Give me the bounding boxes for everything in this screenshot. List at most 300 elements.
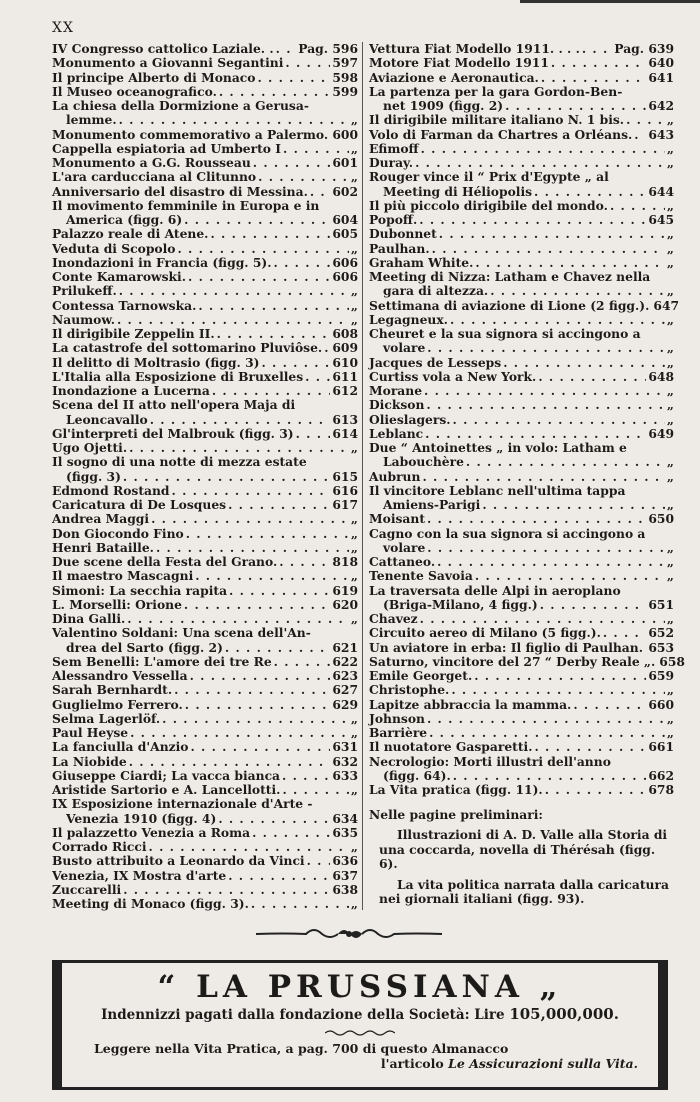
index-entry (52, 512, 358, 526)
dot-leader (276, 42, 297, 56)
index-entry (52, 142, 358, 156)
entry-title: L'ara carducciana al Clitunno (52, 169, 257, 185)
entry-title: Il maestro Mascagni (52, 568, 194, 584)
index-entry (369, 356, 674, 370)
entry-title: Ugo Ojetti. (52, 440, 128, 455)
index-entry (369, 712, 674, 726)
index-entry (52, 398, 358, 427)
entry-title: Il movimento femminile in Europa e in (52, 197, 320, 213)
entry-page: „ (666, 140, 674, 156)
entry-page: „ (350, 611, 358, 626)
index-entry (52, 569, 358, 583)
index-entry (52, 826, 358, 840)
dot-leader (425, 427, 646, 441)
index-entry (52, 498, 358, 512)
entry-page: „ (666, 354, 674, 370)
entry-page: 617 (332, 497, 358, 512)
index-entry (52, 71, 358, 85)
dot-leader (198, 299, 349, 313)
entry-title: Inondazioni in Francia (figg. 5). (52, 254, 272, 270)
entry-title: Emile Georget. (369, 668, 473, 683)
ad-subtitle (62, 1005, 658, 1023)
entry-page: „ (350, 782, 358, 797)
index-entry (52, 897, 358, 911)
entry-page: 623 (332, 668, 358, 683)
index-entry (369, 142, 674, 156)
dot-leader (274, 256, 331, 270)
entry-title: Moisant (369, 511, 425, 527)
entry-title: Il sogno di una notte di mezza estate (52, 454, 307, 470)
dot-leader (475, 569, 665, 583)
index-entry (52, 883, 358, 897)
entry-page: „ (666, 283, 674, 299)
entry-page: 645 (648, 212, 674, 227)
entry-title: net 1909 (figg. 2) (383, 98, 504, 113)
dot-leader (427, 341, 665, 355)
entry-title: Motore Fiat Modello 1911 (369, 55, 549, 71)
right-column-entries (369, 41, 685, 797)
entry-title: Monumento commemorativo a Palermo. (52, 126, 329, 142)
index-entry (369, 683, 674, 697)
entry-title: La Niobide (52, 753, 127, 769)
entry-title: Due scene della Festa del Grano. (52, 554, 278, 569)
entry-title: Barrière (369, 725, 428, 740)
dot-leader (162, 712, 349, 726)
entry-page: „ (666, 497, 674, 512)
index-columns (52, 41, 685, 911)
dot-leader (282, 783, 348, 797)
entry-page: 643 (648, 126, 674, 142)
preliminary-item: Illustrazioni di A. D. Valle alla Storia di una coccarda, novella di Thérésah (figg. 6). (379, 827, 668, 872)
entry-title: Legagneux. (369, 311, 448, 327)
index-entry (52, 712, 358, 726)
entry-page: 601 (332, 155, 358, 170)
dot-leader (427, 712, 665, 726)
entry-page: 615 (332, 468, 358, 484)
dot-leader (610, 199, 665, 213)
entry-page: „ (666, 411, 674, 427)
entry-title: Monumento a Giovanni Segantini (52, 55, 284, 71)
entry-title: Paul Heyse (52, 725, 129, 740)
dot-leader (439, 227, 665, 241)
dot-leader (228, 498, 330, 512)
index-entry (52, 199, 358, 228)
entry-title: La chiesa della Dormizione a Gerusa- (52, 98, 309, 113)
dot-leader (540, 598, 647, 612)
dot-leader (251, 897, 349, 911)
dot-leader (172, 484, 331, 498)
dot-leader (117, 313, 349, 327)
index-entry (52, 726, 358, 740)
index-entry (52, 584, 358, 598)
dot-leader (603, 626, 646, 640)
entry-page: 622 (332, 653, 358, 669)
index-entry (52, 854, 358, 868)
index-entry (369, 227, 674, 241)
entry-title: Settimana di aviazione di Lione (2 figg.). (369, 297, 650, 313)
entry-page: „ (350, 283, 358, 299)
dot-leader (212, 384, 330, 398)
entry-title: Veduta di Scopolo (52, 240, 176, 256)
entry-title: Cheuret e la sua signora si accingono a (369, 326, 641, 341)
entry-title: La partenza per la gara Gordon-Ben- (369, 83, 623, 99)
dot-leader (129, 755, 331, 769)
entry-page: 621 (332, 639, 358, 655)
dot-leader (123, 883, 330, 897)
dot-leader (541, 71, 647, 85)
entry-title: Sarah Bernhardt. (52, 682, 173, 698)
index-entry (52, 356, 358, 370)
index-entry (52, 840, 358, 854)
index-entry (52, 42, 358, 56)
entry-title: Il vincitore Leblanc nell'ultima tappa (369, 482, 626, 498)
entry-title: Sem Benelli: L'amore dei tre Re (52, 653, 272, 669)
entry-page: 647 (653, 297, 680, 313)
entry-page: „ (666, 311, 674, 327)
entry-page: „ (666, 240, 674, 256)
entry-page: „ (350, 112, 358, 128)
index-entry (52, 755, 358, 769)
index-entry (369, 740, 674, 754)
dot-leader (123, 470, 330, 484)
index-entry (52, 370, 358, 384)
entry-title: Efimoff (369, 140, 419, 156)
dot-leader (178, 242, 349, 256)
entry-title: Il dirigibile militare italiano N. 1 bis. (369, 112, 625, 128)
ad-line-1: Leggere nella Vita Pratica, a pag. 700 di questo Almanacco (94, 1041, 509, 1056)
entry-page: „ (350, 896, 358, 911)
entry-title: Un aviatore in erba: Il figlio di Paulhan. (369, 639, 643, 655)
dot-leader (261, 356, 330, 370)
index-entry (52, 740, 358, 754)
index-entry (369, 441, 674, 470)
ad-title: “ LA PRUSSIANA „ (157, 969, 563, 1005)
index-entry (369, 413, 674, 427)
entry-page: 620 (332, 596, 358, 612)
entry-page: 642 (648, 98, 674, 113)
entry-title: Due “ Antoinettes „ in volo: Latham e (369, 440, 627, 455)
entry-title: Necrologio: Morti illustri dell'anno (369, 753, 611, 769)
entry-title: Giuseppe Ciardi; La vacca bianca (52, 767, 281, 783)
index-entry (369, 242, 674, 256)
dot-leader (424, 384, 665, 398)
entry-title: IV Congresso cattolico Laziale. . (52, 41, 274, 56)
dot-leader (119, 284, 349, 298)
entry-title: Caricatura di De Losques (52, 497, 227, 512)
index-entry (369, 641, 674, 655)
dot-leader (490, 284, 665, 298)
dot-leader (186, 527, 349, 541)
entry-title: Circuito aereo di Milano (5 figg.). (369, 625, 601, 641)
dot-leader (474, 669, 646, 683)
entry-page: „ (666, 226, 674, 242)
entry-title: Leblanc (369, 425, 424, 441)
entry-title: L'Italia alla Esposizione di Bruxelles (52, 368, 304, 384)
index-entry (369, 270, 674, 299)
index-entry (52, 313, 358, 327)
entry-page: „ (350, 140, 358, 156)
entry-title: Contessa Tarnowska. (52, 297, 197, 313)
index-entry (369, 612, 674, 626)
entry-page: Pag. 596 (298, 41, 358, 56)
entry-title: Corrado Ricci (52, 839, 147, 854)
entry-page: 678 (648, 782, 674, 797)
dot-leader (190, 669, 331, 683)
dot-leader (551, 56, 646, 70)
entry-page: „ (666, 383, 674, 398)
entry-page: 659 (648, 668, 674, 683)
entry-page: „ (666, 554, 674, 569)
entry-title: drea del Sarto (figg. 2) (66, 639, 223, 655)
entry-title: gara di altezza. (383, 283, 489, 299)
index-entry (52, 555, 358, 569)
entry-page: „ (666, 155, 674, 170)
index-entry (369, 569, 674, 583)
entry-page: 640 (648, 55, 674, 71)
entry-title: Meeting di Nizza: Latham e Chavez nella (369, 269, 651, 284)
entry-page: 627 (332, 682, 358, 698)
entry-title: Selma Lagerlöf. (52, 710, 161, 726)
dot-leader (225, 641, 330, 655)
entry-title: Volo di Farman da Chartres a Orléans. (369, 126, 633, 142)
entry-page: 636 (332, 853, 358, 869)
entry-title: Saturno, vincitore del 27 “ Derby Reale „. (369, 653, 656, 669)
dot-leader (283, 142, 349, 156)
entry-title: La Vita pratica (figg. 11). (369, 782, 543, 797)
index-entry (52, 698, 358, 712)
index-entry (52, 227, 358, 241)
entry-page: „ (350, 311, 358, 327)
index-entry (52, 612, 358, 626)
index-entry (52, 484, 358, 498)
entry-page: 632 (332, 753, 358, 769)
entry-title: Il nuotatore Gasparetti. (369, 739, 533, 755)
entry-title: Popoff. (369, 212, 418, 227)
index-entry (369, 42, 674, 56)
entry-page: 634 (332, 810, 358, 826)
index-entry (52, 669, 358, 683)
ad-subtitle-text: Indennizzi pagati dalla fondazione della Società: Lire (101, 1007, 505, 1023)
entry-page: 609 (332, 340, 358, 356)
entry-title: volare (383, 539, 426, 555)
entry-page: „ (666, 468, 674, 484)
entry-page: 652 (648, 625, 674, 641)
entry-page: 635 (332, 824, 358, 840)
index-entry (52, 626, 358, 655)
index-entry (369, 783, 674, 797)
entry-page: 650 (648, 511, 674, 527)
index-entry (369, 199, 674, 213)
dot-leader (426, 398, 665, 412)
entry-title: volare (383, 340, 426, 356)
dot-leader (427, 512, 646, 526)
dot-leader (421, 142, 665, 156)
ad-line-2 (62, 1056, 658, 1071)
index-entry (52, 341, 358, 355)
dot-leader (127, 612, 349, 626)
entry-title: Gl'interpreti del Malbrouk (figg. 3) (52, 425, 294, 441)
dot-leader (307, 854, 331, 868)
entry-title: Scena del II atto nell'opera Maja di (52, 397, 296, 413)
index-entry (52, 427, 358, 441)
dot-leader (419, 213, 646, 227)
index-entry (369, 297, 680, 313)
entry-page: „ (666, 682, 674, 698)
ornament-divider (254, 922, 444, 944)
dot-leader (453, 769, 647, 783)
dot-leader (184, 213, 330, 227)
dot-leader (505, 99, 646, 113)
entry-title: Cattaneo. (369, 554, 436, 569)
dot-leader (253, 156, 331, 170)
dot-leader (437, 555, 665, 569)
entry-title: Dickson (369, 397, 425, 413)
entry-page: 610 (332, 354, 358, 370)
index-entry (52, 683, 358, 697)
index-entry (369, 470, 674, 484)
entry-title: Vettura Fiat Modello 1911. . . . (369, 41, 580, 56)
entry-title: Edmond Rostand (52, 482, 170, 498)
index-entry (369, 113, 674, 127)
index-entry (52, 156, 358, 170)
entry-title: Graham White. (369, 254, 474, 270)
dot-leader (415, 156, 665, 170)
dot-leader (420, 612, 665, 626)
entry-page: 653 (648, 639, 674, 655)
entry-page: „ (350, 725, 358, 740)
index-entry (52, 327, 358, 341)
dot-leader (324, 341, 330, 355)
dot-leader (184, 598, 330, 612)
preliminary-heading: Nelle pagine preliminari: (369, 807, 543, 823)
index-entry (369, 427, 674, 441)
index-entry (369, 755, 674, 784)
index-entry (52, 541, 358, 555)
entry-title: lemme. (66, 112, 117, 128)
dot-leader (545, 783, 647, 797)
entry-page: 641 (648, 69, 674, 85)
dot-leader (453, 413, 665, 427)
entry-title: Tenente Savoia (369, 568, 473, 584)
dot-leader (285, 56, 330, 70)
index-entry (369, 555, 674, 569)
entry-title: Dubonnet (369, 226, 437, 242)
entry-page: 614 (332, 425, 358, 441)
entry-title: Zuccarelli (52, 881, 122, 897)
entry-title: Simoni: La secchia rapita (52, 582, 228, 598)
index-entry (369, 669, 674, 683)
dot-leader (252, 826, 330, 840)
entry-title: Chavez (369, 611, 418, 626)
entry-title: Valentino Soldani: Una scena dell'An- (52, 625, 311, 641)
dot-leader (645, 641, 646, 655)
entry-page: 660 (648, 696, 674, 712)
index-entry (369, 56, 674, 70)
entry-title: America (figg. 6) (66, 212, 183, 227)
dot-leader (151, 512, 349, 526)
entry-page: „ (666, 611, 674, 626)
dot-leader (210, 227, 330, 241)
dot-leader (218, 812, 330, 826)
index-entry (52, 185, 358, 199)
entry-page: „ (350, 568, 358, 584)
entry-title: Il delitto di Moltrasio (figg. 3) (52, 354, 260, 370)
index-entry (52, 655, 358, 669)
entry-title: Curtiss vola a New York. (369, 368, 537, 384)
top-rule (520, 0, 700, 3)
dot-leader (310, 185, 330, 199)
dot-leader (573, 698, 646, 712)
entry-page: „ (350, 169, 358, 185)
advertisement-box (52, 960, 668, 1090)
entry-page: 648 (648, 368, 674, 384)
entry-page: „ (350, 839, 358, 854)
entry-page: 818 (332, 554, 358, 569)
entry-title: Andrea Maggi (52, 511, 150, 527)
entry-title: Aviazione e Aeronautica. (369, 69, 539, 85)
entry-title: Anniversario del disastro di Messina. (52, 183, 308, 199)
index-entry (52, 783, 358, 797)
entry-title: Venezia 1910 (figg. 4) (66, 810, 217, 826)
index-entry (52, 284, 358, 298)
preliminary-item: La vita politica narrata dalla caricatura nei giornali italiani (figg. 93). (379, 876, 669, 907)
entry-title: La traversata delle Alpi in aeroplano (369, 582, 621, 598)
entry-page: 608 (332, 326, 358, 341)
right-column (363, 41, 685, 910)
entry-title: Henri Bataille. (52, 539, 154, 555)
dot-leader (427, 541, 665, 555)
entry-title: Monumento a G.G. Rousseau (52, 155, 251, 170)
dot-leader (305, 370, 330, 384)
dot-leader (429, 726, 665, 740)
index-entry (52, 270, 358, 284)
index-entry (52, 441, 358, 455)
dot-leader (228, 869, 330, 883)
entry-title: Meeting di Monaco (figg. 3). (52, 896, 249, 911)
dot-leader (274, 655, 331, 669)
index-entry (369, 626, 674, 640)
index-entry (52, 56, 358, 70)
entry-page: „ (666, 397, 674, 413)
entry-title: Jacques de Lesseps (369, 354, 502, 370)
entry-title: Don Giocondo Fino (52, 525, 184, 541)
index-entry (369, 213, 674, 227)
entry-page: 599 (332, 83, 358, 99)
entry-page: „ (666, 112, 674, 128)
entry-page: 638 (332, 881, 358, 897)
index-entry (369, 398, 674, 412)
dot-leader (422, 470, 664, 484)
entry-page: 658 (659, 653, 685, 669)
dot-leader (188, 270, 330, 284)
index-entry (369, 128, 674, 142)
dot-leader (296, 427, 331, 441)
entry-page: 633 (332, 767, 358, 783)
dot-leader (258, 71, 331, 85)
entry-title: Lapitze abbraccia la mamma. (369, 696, 572, 712)
index-entry (369, 313, 674, 327)
index-entry (52, 170, 358, 184)
entry-page: 612 (332, 383, 358, 398)
index-entry (369, 370, 674, 384)
index-entry (369, 726, 674, 740)
dot-leader (538, 370, 646, 384)
entry-title: Busto attribuito a Leonardo da Vinci (52, 853, 305, 869)
entry-title: Il dirigibile Zeppelin II. (52, 326, 215, 341)
ad-amount: 105,000,000. (509, 1005, 619, 1023)
dot-leader (174, 683, 330, 697)
index-entry (52, 769, 358, 783)
